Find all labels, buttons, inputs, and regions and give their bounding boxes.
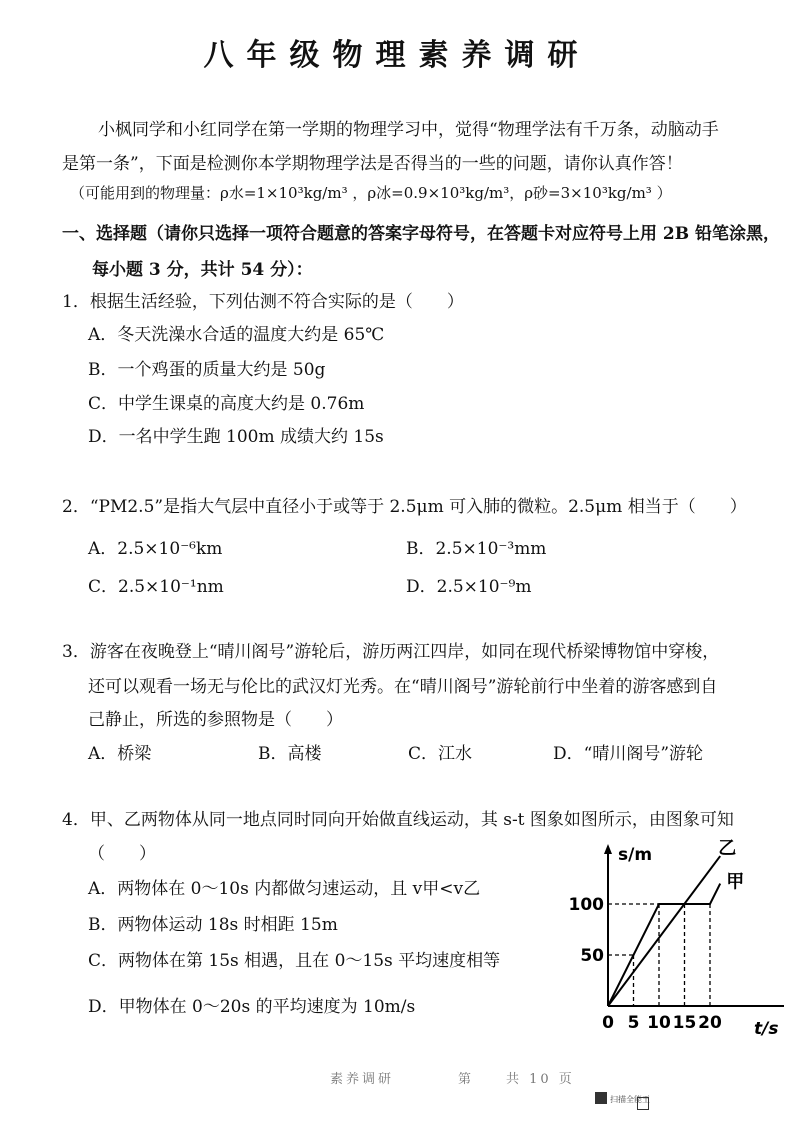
intro-line-1: 小枫同学和小红同学在第一学期的物理学习中，觉得“物理学法有千万条，动脑动手 bbox=[98, 120, 719, 140]
y-axis-label: s/m bbox=[618, 845, 653, 865]
x-tick-label: 10 bbox=[647, 1013, 671, 1033]
section-heading: 一、选择题（请你只选择一项符合题意的答案字母符号，在答题卡对应符号上用 2B 铅笔涂黑， bbox=[62, 224, 781, 244]
x-tick-label: 15 bbox=[672, 1013, 697, 1033]
q2-option-c: C．2.5×10⁻¹nm bbox=[88, 577, 224, 597]
x-tick-label: 0 bbox=[602, 1013, 614, 1033]
q3-option-d: D．“晴川阁号”游轮 bbox=[553, 744, 704, 764]
q2-option-b: B．2.5×10⁻³mm bbox=[406, 539, 547, 559]
y-tick-label: 50 bbox=[580, 946, 604, 966]
q3-line-1: 3．游客在夜晚登上“晴川阁号”游轮后，游历两江四岸，如同在现代桥梁博物馆中穿梭， bbox=[62, 642, 720, 662]
q2-option-a: A．2.5×10⁻⁶km bbox=[88, 539, 223, 559]
page-footer: 素养调研 第 共 10 页 bbox=[330, 1072, 575, 1087]
q1-option-c: C．中学生课桌的高度大约是 0.76m bbox=[88, 394, 365, 414]
q3-option-b: B．高楼 bbox=[258, 744, 322, 764]
x-axis-label: t/s bbox=[754, 1019, 779, 1039]
q3-line-2: 还可以观看一场无与伦比的武汉灯光秀。在“晴川阁号”游轮前行中坐着的游客感到自 bbox=[88, 677, 718, 697]
q4-option-d: D．甲物体在 0～20s 的平均速度为 10m/s bbox=[88, 997, 416, 1017]
q3-option-a: A．桥梁 bbox=[88, 744, 152, 764]
q1-option-b: B．一个鸡蛋的质量大约是 50g bbox=[88, 360, 326, 380]
series-label-yi: 乙 bbox=[718, 838, 737, 860]
q4-line-2: （ ） bbox=[88, 844, 156, 864]
q4-line-1: 4．甲、乙两物体从同一地点同时同向开始做直线运动，其 s-t 图象如图所示，由图象可知 bbox=[62, 810, 734, 830]
q2-stem: 2．“PM2.5”是指大气层中直径小于或等于 2.5μm 可入肺的微粒。2.5μm 相当于（ ） bbox=[62, 497, 747, 517]
intro-line-2: 是第一条”，下面是检测你本学期物理学法是否得当的一些的问题，请你认真作答！ bbox=[62, 154, 683, 174]
s-t-graph bbox=[568, 838, 788, 1039]
q1-option-d: D．一名中学生跑 100m 成绩大约 15s bbox=[88, 427, 384, 447]
q4-option-a: A．两物体在 0～10s 内都做匀速运动，且 v甲<v乙 bbox=[88, 879, 481, 899]
square-box-icon bbox=[637, 1097, 649, 1110]
qr-code-icon bbox=[595, 1092, 607, 1104]
scanner-watermark: 扫描全能王 bbox=[610, 1095, 650, 1104]
intro-constants: （可能用到的物理量：ρ水=1×10³kg/m³ ，ρ冰=0.9×10³kg/m³，ρ砂=3×10³kg/m³ ） bbox=[70, 184, 672, 202]
y-axis-arrow bbox=[604, 844, 612, 854]
series-label-jia: 甲 bbox=[726, 871, 745, 893]
q3-line-3: 己静止，所选的参照物是（ ） bbox=[88, 710, 343, 730]
series-line-jia bbox=[608, 884, 720, 1006]
q4-option-b: B．两物体运动 18s 时相距 15m bbox=[88, 915, 338, 935]
q3-option-c: C．江水 bbox=[408, 744, 473, 764]
x-tick-label: 20 bbox=[698, 1013, 722, 1033]
section-heading-cont: 每小题 3 分，共计 54 分）： bbox=[92, 260, 313, 280]
q1-stem: 1．根据生活经验，下列估测不符合实际的是（ ） bbox=[62, 292, 464, 312]
q4-option-c: C．两物体在第 15s 相遇，且在 0～15s 平均速度相等 bbox=[88, 951, 501, 971]
page-title: 八年级物理素养调研 bbox=[203, 38, 591, 73]
q2-option-d: D．2.5×10⁻⁹m bbox=[406, 577, 532, 597]
x-tick-label: 5 bbox=[627, 1013, 640, 1033]
y-tick-label: 100 bbox=[568, 895, 604, 915]
q1-option-a: A．冬天洗澡水合适的温度大约是 65℃ bbox=[88, 325, 385, 345]
series-line-yi bbox=[608, 856, 720, 1006]
